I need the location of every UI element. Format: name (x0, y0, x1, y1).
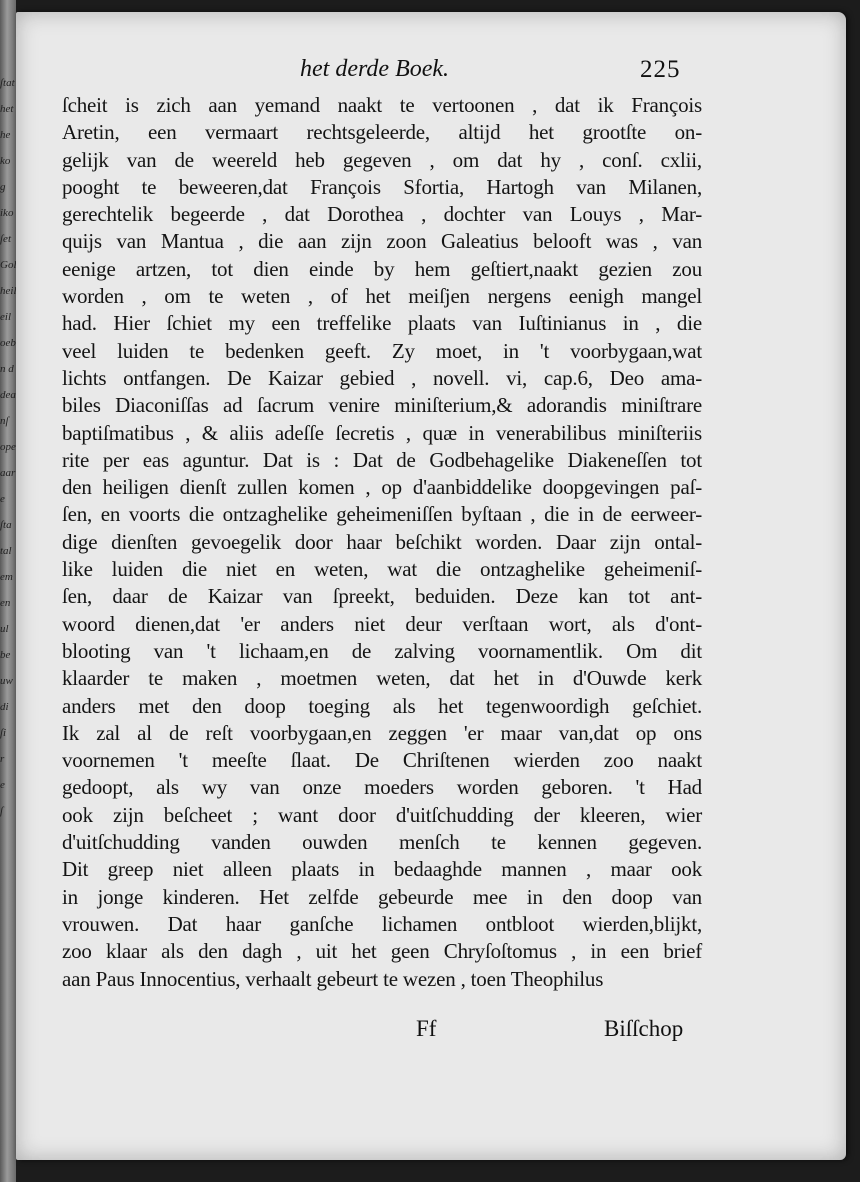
text-line: biles Diaconiſſas ad ſacrum venire miniſterium,& adorandis miniſtrare (62, 393, 702, 418)
text-line: d'uitſchudding vanden ouwden menſch te kennen gegeven. (62, 830, 702, 855)
margin-fragment: ope (0, 441, 16, 453)
margin-fragment: dea (0, 389, 16, 401)
margin-fragment: di (0, 701, 9, 713)
text-line: had. Hier ſchiet my een treffelike plaats van Iuſtinianus in , die (62, 311, 702, 336)
margin-fragment: en (0, 597, 11, 609)
margin-fragment: oeb (0, 337, 16, 349)
text-line: ook zijn beſcheet ; want door d'uitſchudding der kleeren, wier (62, 802, 702, 827)
text-line: veel luiden te bedenken geeft. Zy moet, in 't voorbygaan,wat (62, 338, 702, 363)
margin-fragment: ko (0, 155, 11, 167)
margin-fragment: iko (0, 207, 14, 219)
text-line: in jonge kinderen. Het zelfde gebeurde mee in den doop van (62, 884, 702, 909)
text-line: like luiden die niet en weten, wat die ontzaghelike geheimeniſ- (62, 557, 702, 582)
margin-fragment: Gol (0, 259, 16, 271)
text-line: voornemen 't meeſte ſlaat. De Chriſtenen wierden zoo naakt (62, 748, 702, 773)
margin-fragment: be (0, 649, 11, 661)
catchword: Biſſchop (604, 1016, 684, 1041)
text-line: eenige artzen, tot dien einde by hem geſtiert,naakt gezien zou (62, 256, 702, 281)
text-line: dige dienſten gevoegelik door haar beſchikt worden. Daar zijn ontal- (62, 529, 702, 554)
margin-fragment: aar (0, 467, 16, 479)
text-line: gelijk van de weereld heb gegeven , om dat hy , conſ. cxlii, (62, 147, 702, 172)
text-line: Aretin, een vermaart rechtsgeleerde, altijd het grootſte on- (62, 120, 702, 145)
signature-mark: Ff (416, 1016, 437, 1041)
text-line: pooght te beweeren,dat François Sfortia, Hartogh van Milanen, (62, 174, 702, 199)
text-line: Dit greep niet alleen plaats in bedaaghde mannen , maar ook (62, 857, 702, 882)
margin-fragment: e (0, 493, 5, 505)
text-line: quijs van Mantua , die aan zijn zoon Galeatius belooft was , van (62, 229, 702, 254)
margin-fragment: r (0, 753, 5, 765)
page-header (16, 52, 846, 92)
text-line: blooting van 't lichaam,en de zalving voornamentlik. Om dit (62, 638, 702, 663)
margin-fragment: nſ (0, 415, 9, 427)
text-line: worden , om te weten , of het meiſjen nergens eenigh mangel (62, 284, 702, 309)
body-text (62, 92, 702, 993)
text-line: woord dienen,dat 'er anders niet deur verſtaan wort, als d'ont- (62, 611, 702, 636)
margin-fragment: ſta (0, 519, 12, 531)
text-line: ſen, daar de Kaizar van ſpreekt, beduiden. Deze kan tot ant- (62, 584, 702, 609)
margin-fragment: heil (0, 285, 16, 297)
margin-fragment: eil (0, 311, 11, 323)
margin-fragment: n d (0, 363, 14, 375)
margin-fragment: uw (0, 675, 13, 687)
margin-fragment: ſtat (0, 77, 15, 89)
text-line: lichts ontfangen. De Kaizar gebied , novell. vi, cap.6, Deo ama- (62, 365, 702, 390)
text-line: ſen, en voorts die ontzaghelike geheimeniſſen byſtaan , die in de eerweer- (62, 502, 702, 527)
text-line: rite per eas aguntur. Dat is : Dat de Godbehagelike Diakeneſſen tot (62, 447, 702, 472)
text-line: ſcheit is zich aan yemand naakt te vertoonen , dat ik François (62, 93, 702, 117)
running-head: het derde Boek. (300, 56, 450, 82)
previous-page-margin-fragments (0, 70, 16, 824)
margin-fragment: tal (0, 545, 12, 557)
text-line: gerechtelik begeerde , dat Dorothea , dochter van Louys , Mar- (62, 202, 702, 227)
margin-fragment: het (0, 103, 14, 115)
text-line: aan Paus Innocentius, verhaalt gebeurt te wezen , toen Theophilus (62, 966, 604, 991)
book-page (16, 12, 846, 1160)
text-line: anders met den doop toeging als het tegenwoordigh geſchiet. (62, 693, 702, 718)
text-line: den heiligen dienſt zullen komen , op d'aanbiddelike doopgevingen paſ- (62, 475, 702, 500)
margin-fragment: ſ (0, 805, 4, 817)
text-line: klaarder te maken , moetmen weten, dat het in d'Ouwde kerk (62, 666, 702, 691)
margin-fragment: ſi (0, 727, 7, 739)
margin-fragment: g (0, 181, 6, 193)
margin-fragment: ſet (0, 233, 11, 245)
text-line: gedoopt, als wy van onze moeders worden geboren. 't Had (62, 775, 702, 800)
text-line: Ik zal al de reſt voorbygaan,en zeggen 'er maar van,dat op ons (62, 720, 702, 745)
page-footer (16, 1016, 846, 1056)
margin-fragment: em (0, 571, 13, 583)
text-line: zoo klaar als den dagh , uit het geen Chryſoſtomus , in een brief (62, 939, 702, 964)
text-line: vrouwen. Dat haar ganſche lichamen ontbloot wierden,blijkt, (62, 911, 702, 936)
margin-fragment: he (0, 129, 11, 141)
text-line: baptiſmatibus , & aliis adeſſe ſecretis , quæ in venerabilibus miniſteriis (62, 420, 702, 445)
margin-fragment: e (0, 779, 5, 791)
page-number: 225 (640, 56, 681, 83)
margin-fragment: ul (0, 623, 9, 635)
